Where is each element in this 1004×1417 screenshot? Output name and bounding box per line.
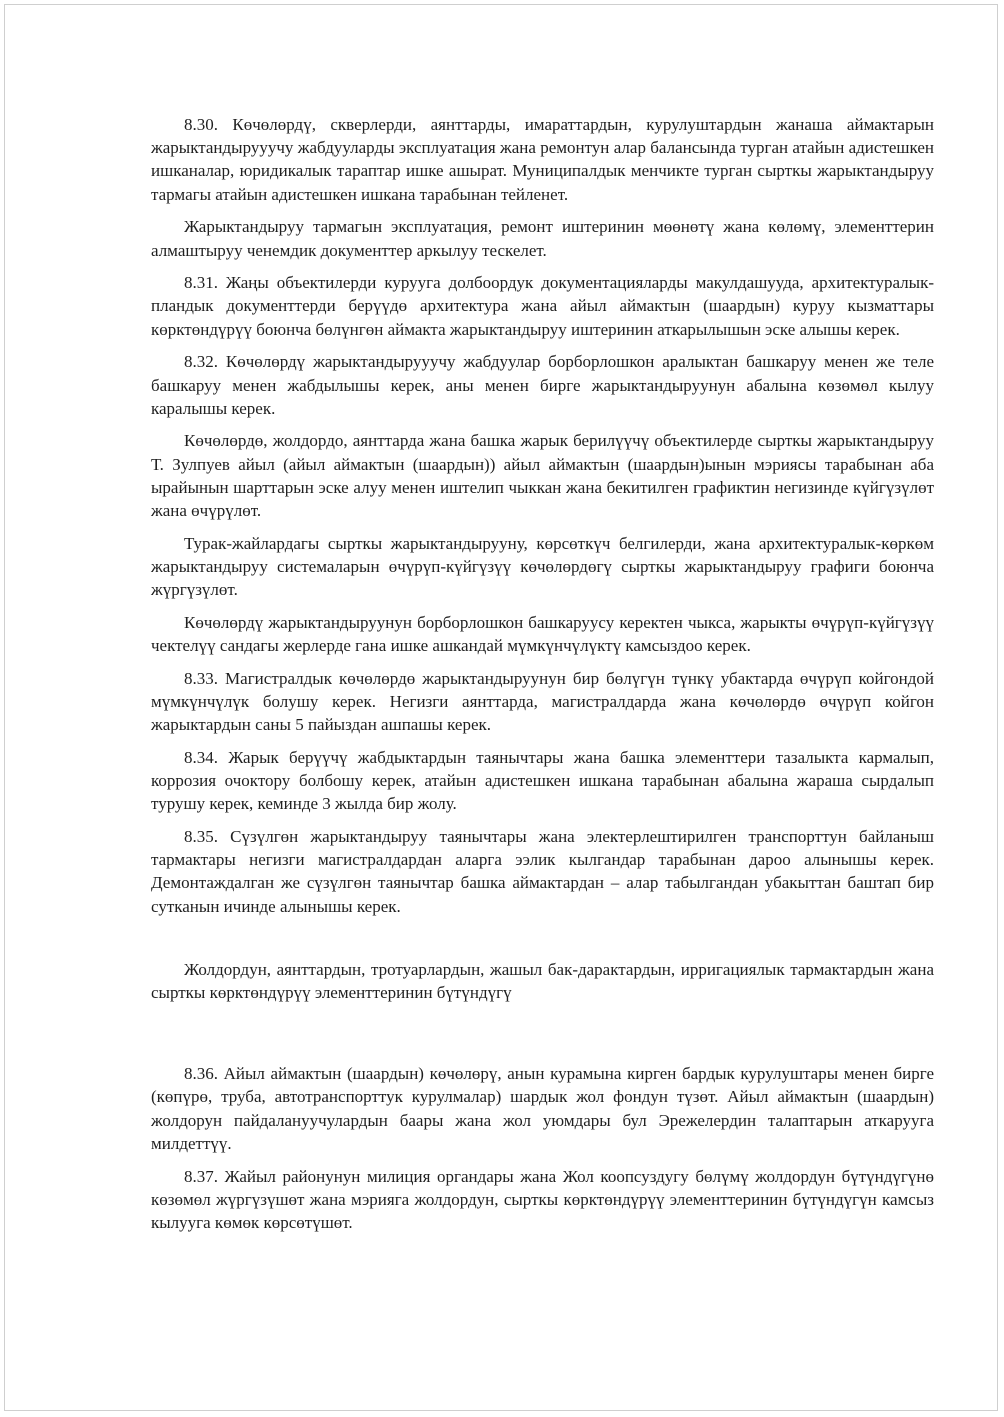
paragraph-lighting-schedule: Көчөлөрдө, жолдордо, аянттарда жана башка жарык берилүүчү объектилерде сырткы жарыктандыруу Т. Зулпуев айыл (айыл аймактын (шаардын)) айыл аймактын (шаардын)ынын мэриясы тарабынан аба ырайынын шарттарын эске алуу менен иштелип чыккан жана бекитилген графиктин негизинде күйгүзүлөт жана өчүрүлөт. xyxy=(151,431,934,521)
paragraph-central-control: Көчөлөрдү жарыктандыруунун борборлошкон башкаруусу керектен чыкса, жарыкты өчүрүп-күйгүзүү чектелүү сандагы жерлерде гана ишке ашкандай мүмкүнчүлүктү камсыздоо керек. xyxy=(151,612,934,656)
document-page xyxy=(4,4,998,1411)
paragraph-lighting-maintenance: Жарыктандыруу тармагын эксплуатация, ремонт иштеринин мөөнөтү жана көлөмү, элементтерин алмаштыруу ченемдик документтер аркылуу тескелет. xyxy=(151,217,934,260)
paragraph-8-32: 8.32. Көчөлөрдү жарыктандырууучу жабдуулар борборлошкон аралыктан башкаруу менен же теле башкаруу менен жабдылышы керек, аны менен бирге жарыктандыруунун абалына көзөмөл кылуу каралышы керек. xyxy=(151,352,934,418)
paragraph-8-33: 8.33. Магистралдык көчөлөрдө жарыктандыруунун бир бөлүгүн түнкү убактарда өчүрүп койгондой мүмкүнчүлүк болушу керек. Негизги аянттарда, магистралдарда жана көчөлөрдө өчүрүп койгон жарыктардын саны 5 пайыздан ашпашы керек. xyxy=(151,668,934,735)
document-body xyxy=(151,113,934,1244)
paragraph-8-30: 8.30. Көчөлөрдү, скверлерди, аянттарды, имараттардын, курулуштардын жанаша аймактарын жарыктандырууучу жабдууларды эксплуатация жана ремонтун алар балансында турган атайын адистешкен ишканалар, юридикалык тараптар ишке ашырат. Муниципалдык менчикте турган сырткы жарыктандыруу тармагы атайын адистешкен ишкана тарабынан тейленет. xyxy=(151,115,934,204)
paragraph-8-34: 8.34. Жарык берүүчү жабдыктардын таянычтары жана башка элементтери тазалыкта кармалып, коррозия очоктору болбошу керек, атайын адистешкен ишкана тарабынан абалына жараша сырдалып турушу керек, кеминде 3 жылда бир жолу. xyxy=(151,747,934,814)
paragraph-8-36: 8.36. Айыл аймактын (шаардын) көчөлөрү, анын курамына кирген бардык курулуштары менен бирге (көпүрө, труба, автотранспорттук курулмалар) шардык жол фондун түзөт. Айыл аймактын (шаардын) жолдорун пайдалануучулардын баары жана жол уюмдары бул Эрежелердин талаптарын аткарууга милдеттүү. xyxy=(151,1064,934,1153)
paragraph-8-35: 8.35. Сүзүлгөн жарыктандыруу таянычтары жана электерлештирилген транспорттун байланыш тармактары негизги магистралдардан аларга ээлик кылгандар тарабынан дароо алынышы керек. Демонтаждалган же сүзүлгөн таянычтар башка аймактардан – алар табылгандан убакыттан баштап бир сутканын ичинде алынышы керек. xyxy=(151,826,934,916)
paragraph-residential-lighting: Турак-жайлардагы сырткы жарыктандырууну, көрсөткүч белгилерди, жана архитектуралык-көркөм жарыктандыруу системаларын өчүрүп-күйгүзүү көчөлөрдөгү сырткы жарыктандыруу графиги боюнча жүргүзүлөт. xyxy=(151,533,934,600)
paragraph-8-31: 8.31. Жаңы объектилерди курууга долбоордук документацияларды макулдашууда, архитектуралык-пландык документтерди берүүдө архитектура жана айыл аймактын (шаардын) куруу кызматтары көрктөндүрүү боюнча бөлүнгөн аймакта жарыктандыруу иштеринин аткарылышын эске алышы керек. xyxy=(151,273,934,339)
section-heading: Жолдордун, аянттардын, тротуарлардын, жашыл бак-дарактардын, ирригациялык тармактардын жана сырткы көрктөндүрүү элементтеринин бүтүндүгү xyxy=(151,959,934,1002)
paragraph-8-37: 8.37. Жайыл районунун милиция органдары жана Жол коопсуздугу бөлүмү жолдордун бүтүндүгүнө көзөмөл жүргүзүшөт жана мэрияга жолдордун, сырткы көрктөндүрүү элементтеринин бүтүндүгүн камсыз кылууга көмөк көрсөтүшөт. xyxy=(151,1166,934,1232)
